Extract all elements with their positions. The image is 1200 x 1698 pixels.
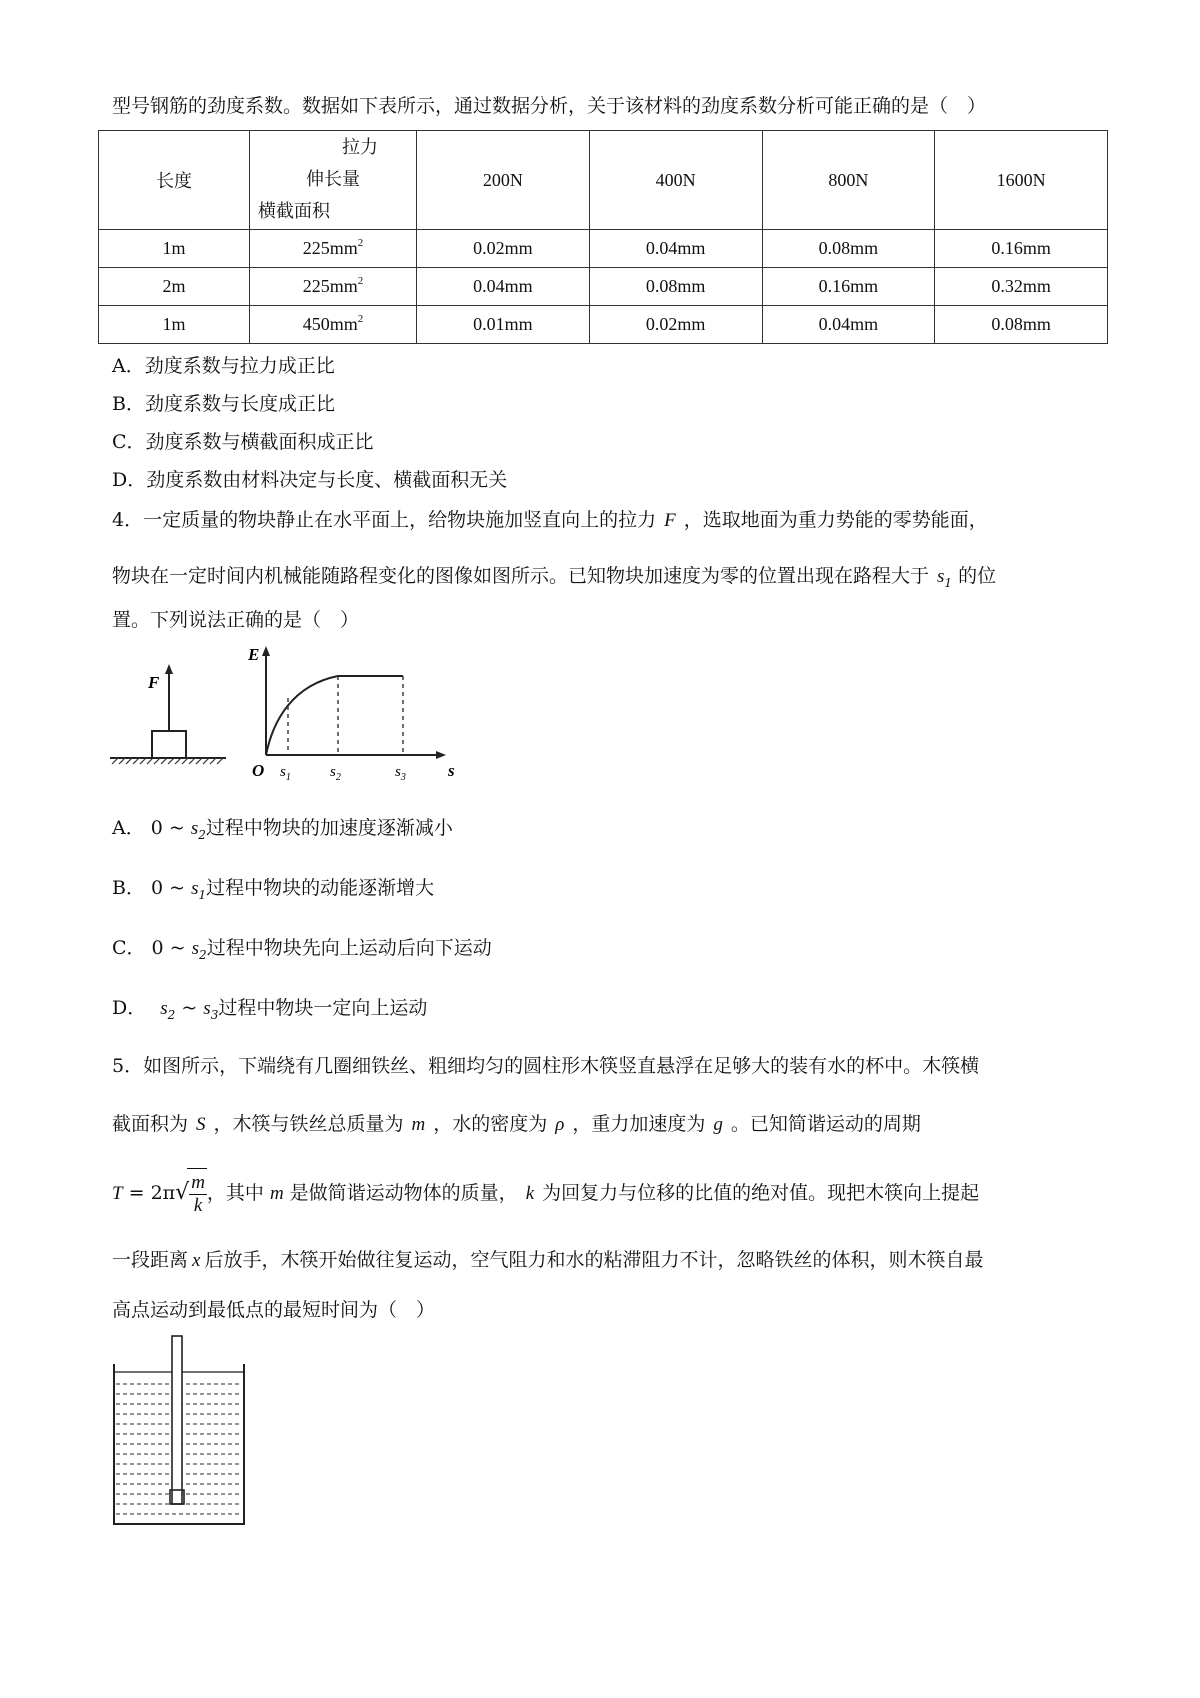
q5-stem-line4: 一段距离 x 后放手，木筷开始做往复运动，空气阻力和水的粘滞阻力不计，忽略铁丝的体积，则木筷自最: [112, 1249, 984, 1271]
cell-length: 1m: [99, 230, 250, 268]
force-arrowhead: [165, 664, 173, 674]
cell-value: 0.32mm: [935, 268, 1108, 306]
header-force-label: 拉力: [342, 137, 378, 158]
header-diagonal-cell: [250, 131, 417, 230]
cell-value: 0.02mm: [589, 306, 762, 344]
q5-figure: [110, 1334, 250, 1534]
s3-label: $s_3$: [395, 764, 406, 783]
energy-curve: [266, 676, 403, 755]
q3-option-b: B．劲度系数与长度成正比: [112, 393, 335, 415]
cell-value: 0.02mm: [417, 230, 590, 268]
table-row: [99, 306, 1108, 344]
cell-area: $450mm^2$: [250, 306, 417, 344]
cell-value: 0.04mm: [762, 306, 935, 344]
dashed-guides: [288, 676, 403, 755]
cell-area: $225mm^2$: [250, 230, 417, 268]
q3-option-d: D．劲度系数由材料决定与长度、横截面积无关: [112, 469, 508, 491]
header-force-800: 800N: [762, 131, 935, 230]
cell-value: 0.16mm: [935, 230, 1108, 268]
e-axis-arrowhead: [262, 646, 270, 656]
cell-value: 0.08mm: [762, 230, 935, 268]
origin-label: O: [252, 761, 265, 780]
q4-option-c: C． 0 ~ $s_2$过程中物块先向上运动后向下运动: [112, 937, 492, 962]
q4-stem-line3: 置。下列说法正确的是（ ）: [112, 609, 360, 631]
cell-value: 0.16mm: [762, 268, 935, 306]
q4-stem-line1: 4．一定质量的物块静止在水平面上，给物块施加竖直向上的拉力 F ，选取地面为重力势能的零势能面，: [112, 509, 988, 531]
q4-figure: [108, 640, 478, 790]
cell-value: 0.08mm: [935, 306, 1108, 344]
chopstick: [172, 1336, 182, 1504]
header-area-label: 横截面积: [258, 201, 330, 222]
q4-option-b: B． 0 ~ $s_1$过程中物块的动能逐渐增大: [112, 877, 435, 902]
block: [152, 731, 186, 758]
cell-value: 0.04mm: [417, 268, 590, 306]
s2-label: $s_2$: [330, 764, 341, 783]
table-header-row: [99, 131, 1108, 230]
cell-value: 0.01mm: [417, 306, 590, 344]
table-row: [99, 268, 1108, 306]
q3-stem: 型号钢筋的劲度系数。数据如下表所示，通过数据分析，关于该材料的劲度系数分析可能正确的是（ ）: [112, 95, 987, 117]
formula-eq: = 2π: [122, 1182, 176, 1204]
q4-option-a: A． 0 ~ $s_2$过程中物块的加速度逐渐减小: [112, 817, 453, 842]
q3-option-c: C．劲度系数与横截面积成正比: [112, 431, 374, 453]
cell-value: 0.08mm: [589, 268, 762, 306]
e-axis-label: E: [248, 645, 260, 664]
q4-stem-line2: 物块在一定时间内机械能随路程变化的图像如图所示。已知物块加速度为零的位置出现在路程大于 $s_1$ 的位: [112, 565, 997, 590]
q5-stem-line5: 高点运动到最低点的最短时间为（ ）: [112, 1299, 436, 1321]
cell-value: 0.04mm: [589, 230, 762, 268]
header-force-1600: 1600N: [935, 131, 1108, 230]
q4-option-d: D． $s_2$ ~ $s_3$过程中物块一定向上运动: [112, 997, 428, 1022]
cell-area: $225mm^2$: [250, 268, 417, 306]
q5-stem-line1: 5．如图所示，下端绕有几圈细铁丝、粗细均匀的圆柱形木筷竖直悬浮在足够大的装有水的杯中。木筷横: [112, 1055, 980, 1077]
spring-data-table: [98, 130, 1108, 344]
s-axis-arrowhead: [436, 751, 446, 759]
cell-length: 2m: [99, 268, 250, 306]
cell-length: 1m: [99, 306, 250, 344]
q5-stem-line3: T = 2π√ $\frac{m}{k}$ ，其中 m 是做简谐运动物体的质量， k 为回复力与位移的比值的绝对值。现把木筷向上提起: [112, 1168, 979, 1218]
header-length: 长度: [99, 131, 250, 230]
q3-option-a: A．劲度系数与拉力成正比: [112, 355, 335, 377]
force-label: F: [148, 673, 160, 692]
q5-stem-line2: 截面积为 S ，木筷与铁丝总质量为 m ，水的密度为 ρ ，重力加速度为 g 。已知简谐运动的周期: [112, 1113, 921, 1135]
header-extension-label: 伸长量: [306, 169, 360, 190]
s1-label: $s_1$: [280, 764, 291, 783]
table-row: [99, 230, 1108, 268]
header-force-200: 200N: [417, 131, 590, 230]
header-force-400: 400N: [589, 131, 762, 230]
formula-lhs: T: [112, 1183, 123, 1204]
s-axis-label: s: [448, 761, 455, 780]
